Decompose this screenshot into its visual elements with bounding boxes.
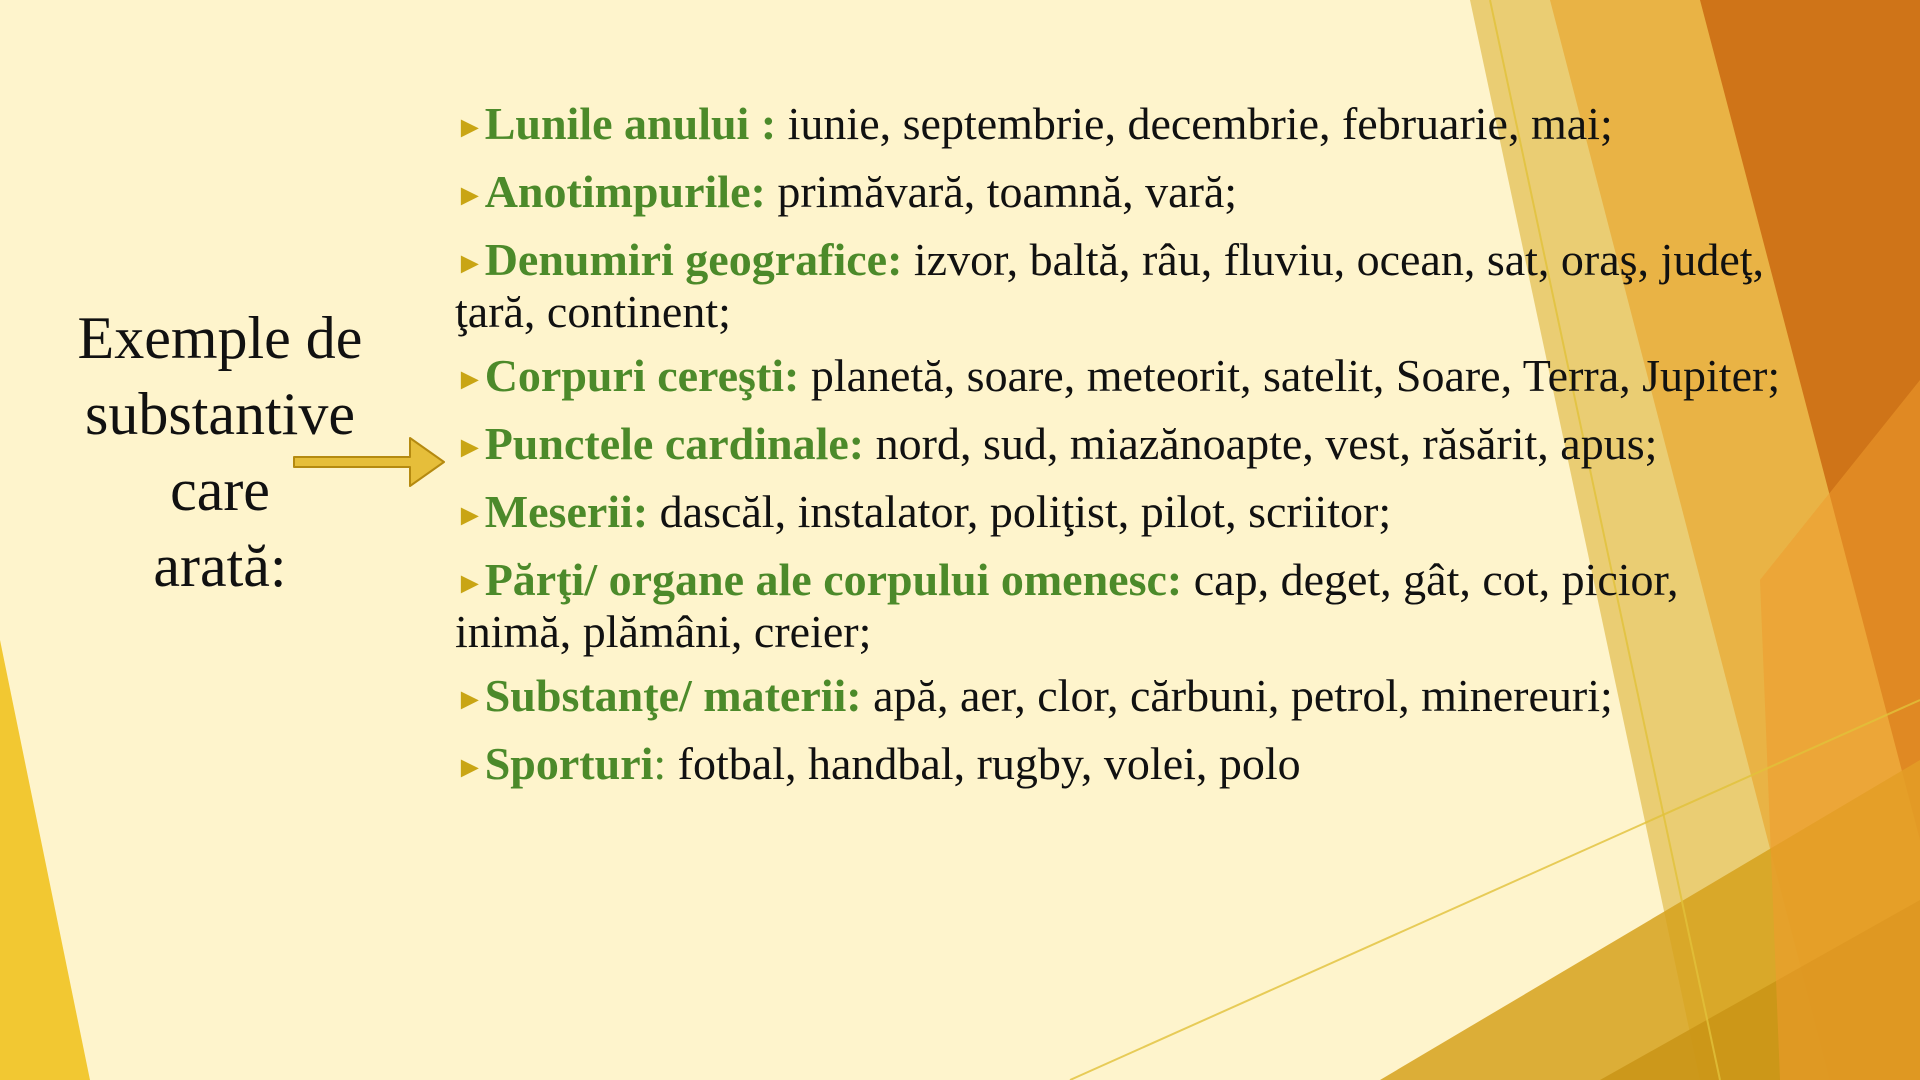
- list-item: [455, 488, 1785, 540]
- list-item: [455, 420, 1785, 472]
- examples-text: planetă, soare, meteorit, satelit, Soare, Terra, Jupiter;: [799, 350, 1781, 401]
- list-item: [455, 672, 1785, 724]
- examples-text: apă, aer, clor, cărbuni, petrol, minereuri;: [861, 670, 1613, 721]
- list-item: [455, 236, 1785, 336]
- category-label: Corpuri cereşti:: [484, 350, 800, 401]
- category-label: Denumiri geografice:: [484, 234, 903, 285]
- category-label: Părţi/ organe ale corpului omenesc:: [484, 554, 1183, 605]
- bullet-arrow-icon: ►: [455, 247, 485, 280]
- list-item: [455, 100, 1785, 152]
- bullet-arrow-icon: ►: [455, 363, 485, 396]
- title-line: Exemple de: [77, 305, 363, 371]
- bullet-arrow-icon: ►: [455, 111, 485, 144]
- bullet-arrow-icon: ►: [455, 567, 485, 600]
- list-item: [455, 352, 1785, 404]
- title-line: arată:: [153, 533, 287, 599]
- examples-text: dascăl, instalator, poliţist, pilot, scriitor;: [648, 486, 1392, 537]
- category-separator: :: [653, 738, 667, 789]
- category-label: Sporturi: [484, 738, 654, 789]
- category-label: Lunile anului :: [484, 98, 777, 149]
- bullet-arrow-icon: ►: [455, 683, 485, 716]
- examples-text: primăvară, toamnă, vară;: [765, 166, 1238, 217]
- examples-text: cap, deget, gât, cot, picior, inimă, plămâni, creier;: [455, 554, 1679, 657]
- category-label: Substanţe/ materii:: [484, 670, 862, 721]
- category-label: Meserii:: [484, 486, 649, 537]
- examples-text: iunie, septembrie, decembrie, februarie, mai;: [776, 98, 1613, 149]
- bullet-arrow-icon: ►: [455, 431, 485, 464]
- examples-text: fotbal, handbal, rugby, volei, polo: [666, 738, 1301, 789]
- right-arrow-icon: [290, 432, 450, 492]
- category-label: Punctele cardinale:: [484, 418, 865, 469]
- title-line: care: [170, 457, 270, 523]
- list-item: [455, 168, 1785, 220]
- bullet-arrow-icon: ►: [455, 751, 485, 784]
- examples-text: izvor, baltă, râu, fluviu, ocean, sat, oraş, judeţ, ţară, continent;: [455, 234, 1765, 337]
- title-line: substantive: [85, 381, 355, 447]
- bullet-arrow-icon: ►: [455, 179, 485, 212]
- category-label: Anotimpurile:: [484, 166, 766, 217]
- list-item: [455, 740, 1785, 792]
- examples-list: [455, 100, 1785, 808]
- list-item: [455, 556, 1785, 656]
- examples-text: nord, sud, miazănoapte, vest, răsărit, apus;: [864, 418, 1658, 469]
- bullet-arrow-icon: ►: [455, 499, 485, 532]
